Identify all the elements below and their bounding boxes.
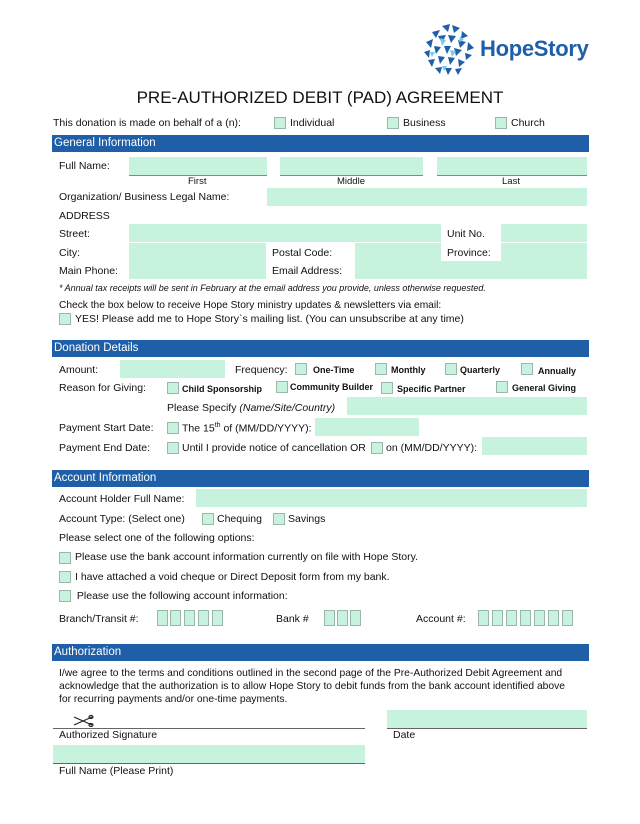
full-name-label: Full Name: [59,160,110,172]
account-type-hint: (Select one) [128,513,185,525]
account-info-header: Account Information [52,470,589,487]
chequing-label: Chequing [217,513,262,525]
one-time-label: One-Time [313,365,355,375]
annually-checkbox[interactable] [521,363,533,375]
bank-digit-1[interactable] [324,610,335,626]
street-field[interactable] [129,224,441,242]
frequency-label: Frequency: [235,364,288,376]
street-label: Street: [59,228,90,240]
account-type-label [59,513,185,525]
annually-label: Annually [538,366,577,376]
savings-checkbox[interactable] [273,513,285,525]
last-name-field[interactable] [437,157,587,175]
phone-label: Main Phone: [59,265,118,277]
start-text-sup: th [214,422,221,429]
branch-digit-1[interactable] [157,610,168,626]
account-digit-5[interactable] [534,610,545,626]
unit-field[interactable] [501,224,587,242]
start-text-a: The 15 [182,422,215,435]
behalf-label: This donation is made on behalf of a (n): [53,117,241,129]
province-label: Province: [447,247,491,259]
signature-label: Authorized Signature [59,729,158,741]
account-digit-7[interactable] [562,610,573,626]
mailing-list-checkbox[interactable] [59,313,71,325]
one-time-checkbox[interactable] [295,363,307,375]
province-field[interactable] [501,243,587,261]
specify-text: Please Specify [167,402,240,414]
quarterly-label: Quarterly [460,365,501,375]
specific-partner-checkbox[interactable] [381,382,393,394]
start-date-label: Payment Start Date: [59,422,154,434]
auth-text-line-2: acknowledge that the authorization is to allow Hope Story to debit funds from the bank account identified above [59,681,566,692]
amount-field[interactable] [120,360,225,378]
account-digit-2[interactable] [492,610,503,626]
hopestory-logo [420,22,590,80]
date-label: Date [393,729,416,741]
auth-text-line-3: for recurring payments and/or one-time payments. [59,694,288,705]
branch-digit-2[interactable] [170,610,181,626]
middle-caption: Middle [337,176,365,187]
print-name-field[interactable] [53,745,365,763]
globe-mosaic-icon [420,22,478,80]
address-heading: ADDRESS [59,210,110,222]
account-digit-3[interactable] [506,610,517,626]
date-line [387,728,587,729]
end-date-opt-label: on (MM/DD/YYYY): [386,442,478,454]
business-checkbox[interactable] [387,117,399,129]
general-giving-checkbox[interactable] [496,381,508,393]
email-label: Email Address: [272,265,343,277]
void-cheque-checkbox[interactable] [59,571,71,583]
community-builder-checkbox[interactable] [276,381,288,393]
end-cancel-checkbox[interactable] [167,442,179,454]
date-field[interactable] [387,710,587,728]
monthly-checkbox[interactable] [375,363,387,375]
amount-label: Amount: [59,364,99,376]
individual-label: Individual [290,117,335,129]
church-checkbox[interactable] [495,117,507,129]
holder-field[interactable] [196,489,587,507]
org-label: Organization/ Business Legal Name: [59,191,230,203]
church-label: Church [511,117,545,129]
use-following-label: Please use the following account information: [74,590,288,602]
end-date-field[interactable] [482,437,587,455]
reason-label: Reason for Giving: [59,382,146,394]
email-field[interactable] [355,261,587,279]
brand-name: HopeStory [480,36,589,61]
middle-name-field[interactable] [280,157,423,175]
start-15th-label [182,422,312,435]
specify-field[interactable] [347,397,587,415]
city-field[interactable] [129,243,266,261]
bank-digit-2[interactable] [337,610,348,626]
child-sponsorship-label: Child Sponsorship [182,384,262,394]
specify-label [167,402,335,414]
individual-checkbox[interactable] [274,117,286,129]
bank-digit-3[interactable] [350,610,361,626]
business-label: Business [403,117,446,129]
start-text-b: of (MM/DD/YYYY): [220,422,312,435]
donation-details-header: Donation Details [52,340,589,357]
phone-field[interactable] [129,261,266,279]
chequing-checkbox[interactable] [202,513,214,525]
quarterly-checkbox[interactable] [445,363,457,375]
general-giving-label: General Giving [512,383,577,393]
print-name-line [53,763,365,764]
page-title: PRE-AUTHORIZED DEBIT (PAD) AGREEMENT [136,88,504,107]
branch-digit-3[interactable] [184,610,195,626]
specific-partner-label: Specific Partner [397,384,466,394]
first-name-field[interactable] [129,157,267,175]
monthly-label: Monthly [391,365,426,375]
account-number-label: Account #: [416,613,466,625]
use-following-checkbox[interactable] [59,590,71,602]
use-file-label: Please use the bank account information currently on file with Hope Story. [75,551,418,563]
auth-text-line-1: I/we agree to the terms and conditions outlined in the second page of the Pre-Authorized Debit Agreement and [59,668,563,679]
use-file-checkbox[interactable] [59,552,71,564]
postal-field[interactable] [355,243,441,261]
org-field[interactable] [267,188,587,206]
end-cancel-label: Until I provide notice of cancellation OR [182,442,366,454]
first-caption: First [188,176,207,187]
branch-digit-5[interactable] [212,610,223,626]
end-date-label: Payment End Date: [59,442,151,454]
city-label: City: [59,247,80,259]
savings-label: Savings [288,513,326,525]
void-cheque-label: I have attached a void cheque or Direct Deposit form from my bank. [75,571,390,583]
account-digit-1[interactable] [478,610,489,626]
postal-label: Postal Code: [272,247,333,259]
account-type-text: Account Type: [59,513,129,525]
last-caption: Last [502,176,520,187]
branch-digit-4[interactable] [198,610,209,626]
account-digit-6[interactable] [548,610,559,626]
tax-receipt-note: * Annual tax receipts will be sent in February at the email address you provide, unless otherwise requested. [59,283,486,293]
authorization-header: Authorization [52,644,589,661]
mailing-list-label: YES! Please add me to Hope Story`s mailing list. (You can unsubscribe at any time) [75,313,464,325]
branch-label: Branch/Transit #: [59,613,139,625]
community-builder-label: Community Builder [290,382,374,392]
general-info-header: General Information [52,135,589,152]
start-date-field[interactable] [315,418,419,436]
start-15th-checkbox[interactable] [167,422,179,434]
bank-label: Bank # [276,613,309,625]
specify-hint: (Name/Site/Country) [239,402,336,414]
unit-label: Unit No. [447,228,485,240]
end-date-checkbox[interactable] [371,442,383,454]
account-digit-4[interactable] [520,610,531,626]
select-option-prompt: Please select one of the following options: [59,532,255,544]
child-sponsorship-checkbox[interactable] [167,382,179,394]
updates-prompt: Check the box below to receive Hope Story ministry updates & newsletters via email: [59,300,442,311]
holder-label: Account Holder Full Name: [59,493,185,505]
print-name-label: Full Name (Please Print) [59,765,174,777]
